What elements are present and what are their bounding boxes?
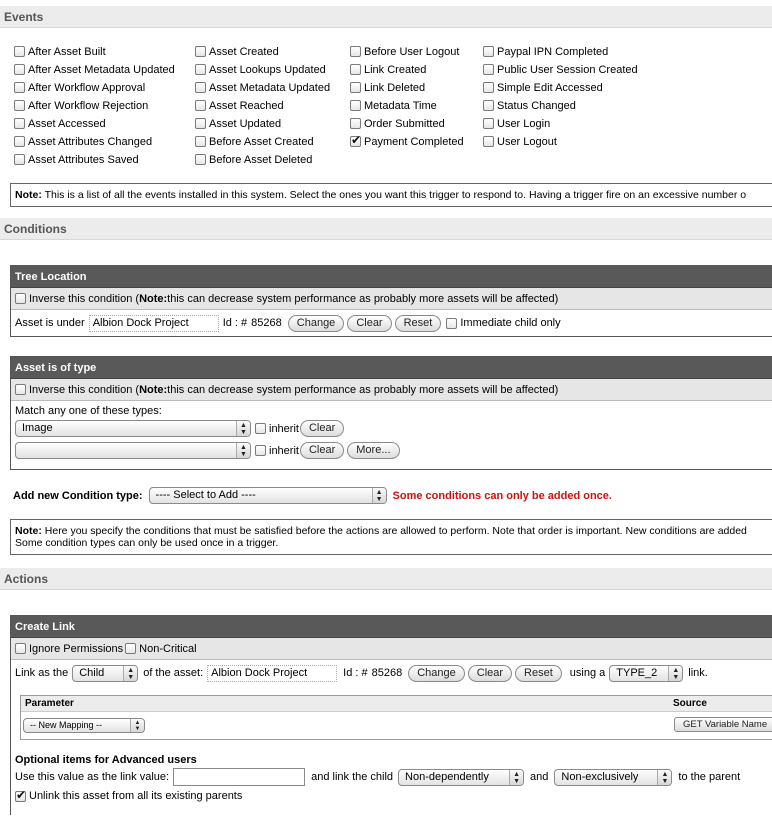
source-select[interactable]: GET Variable Name — [674, 717, 772, 732]
conditions-section-header — [0, 218, 772, 240]
select-arrows-icon: ▲ ▼ — [657, 770, 671, 785]
event-label: Asset Attributes Changed — [28, 136, 153, 148]
type-inverse-note-text: this can decrease system performance as probably more assets will be affected) — [167, 383, 559, 396]
event-label: Public User Session Created — [497, 64, 638, 76]
event-checkbox[interactable] — [350, 118, 361, 129]
tree-inverse-row — [11, 288, 772, 310]
unlink-parents-label: Unlink this asset from all its existing parents — [29, 790, 243, 802]
dependency-select[interactable] — [398, 769, 524, 786]
event-option[interactable] — [195, 81, 330, 95]
dependency-value: Non-dependently — [405, 770, 489, 783]
type-inverse-row — [11, 379, 772, 401]
event-label: Simple Edit Accessed — [497, 82, 603, 94]
of-asset-label: of the asset: — [143, 667, 204, 679]
event-label: Asset Created — [209, 46, 279, 58]
tree-location-panel — [10, 265, 772, 337]
event-checkbox[interactable] — [483, 118, 494, 129]
event-checkbox[interactable] — [14, 100, 25, 111]
select-arrows-icon: ▲ ▼ — [130, 719, 144, 732]
type-select-1[interactable] — [15, 420, 251, 437]
inherit-checkbox-2[interactable] — [255, 445, 266, 456]
new-mapping-value: -- New Mapping -- — [30, 720, 103, 730]
event-checkbox[interactable] — [195, 154, 206, 165]
events-section-header — [0, 6, 772, 28]
select-arrows-icon: ▲ ▼ — [372, 488, 386, 503]
event-checkbox[interactable] — [195, 136, 206, 147]
parameter-header: Parameter — [25, 698, 74, 709]
tree-change-button[interactable]: Change — [288, 315, 345, 332]
and-link-child-label: and link the child — [311, 771, 394, 783]
type-select-2[interactable] — [15, 442, 251, 459]
event-option[interactable] — [483, 99, 576, 113]
unlink-row — [15, 790, 242, 802]
link-value-input[interactable] — [173, 768, 305, 786]
events-note — [10, 183, 772, 207]
link-kind-select[interactable] — [609, 665, 683, 682]
link-id-label: Id : # — [343, 667, 368, 679]
tree-inverse-note-label: Note: — [139, 292, 168, 305]
optional-items-title: Optional items for Advanced users — [15, 754, 197, 766]
type-row-1 — [15, 420, 768, 437]
event-label: Order Submitted — [364, 118, 445, 130]
select-arrows-icon: ▲ ▼ — [509, 770, 523, 785]
event-label: Before Asset Created — [209, 136, 314, 148]
add-condition-label: Add new Condition type: — [13, 489, 143, 502]
event-label: Asset Reached — [209, 100, 284, 112]
event-checkbox[interactable] — [14, 118, 25, 129]
event-option[interactable] — [14, 153, 139, 167]
type-inverse-checkbox[interactable] — [15, 384, 26, 395]
create-link-title: Create Link — [11, 616, 772, 638]
events-note-label: Note: — [15, 189, 42, 201]
events-title: Events — [4, 10, 44, 24]
event-option[interactable] — [14, 99, 148, 113]
link-change-button[interactable]: Change — [408, 665, 465, 682]
event-label: Asset Accessed — [28, 118, 106, 130]
event-option[interactable] — [195, 117, 281, 131]
event-checkbox[interactable] — [14, 136, 25, 147]
add-condition-row — [13, 487, 612, 504]
link-type-select[interactable] — [72, 665, 138, 682]
to-parent-label: to the parent — [678, 771, 741, 783]
event-option[interactable] — [350, 99, 437, 113]
event-checkbox[interactable] — [195, 64, 206, 75]
type-inverse-label: Inverse this condition ( — [29, 383, 140, 396]
tree-inverse-note-text: this can decrease system performance as probably more assets will be affected) — [167, 292, 559, 305]
event-option[interactable] — [483, 117, 550, 131]
tree-asset-field[interactable]: Albion Dock Project — [89, 315, 219, 332]
events-note-text: This is a list of all the events installed in this system. Select the ones you want this trigger to respond to. Having a trigger fire on an excessive number o — [44, 189, 747, 201]
add-condition-warning: Some conditions can only be added once. — [392, 489, 612, 502]
using-label: using a — [569, 667, 606, 679]
event-checkbox[interactable] — [14, 64, 25, 75]
event-label: Status Changed — [497, 100, 576, 112]
event-label: Paypal IPN Completed — [497, 46, 609, 58]
non-critical-label: Non-Critical — [139, 642, 197, 655]
asset-type-title: Asset is of type — [11, 357, 772, 379]
link-suffix: link. — [688, 667, 708, 679]
actions-section-header — [0, 568, 772, 590]
select-arrows-icon: ▲ ▼ — [123, 666, 137, 681]
source-header: Source — [673, 698, 707, 709]
type-inverse-note-label: Note: — [139, 383, 168, 396]
ignore-permissions-label: Ignore Permissions — [29, 642, 124, 655]
add-condition-select-value: ---- Select to Add ---- — [155, 489, 256, 501]
event-label: User Login — [497, 118, 551, 130]
immediate-child-label: Immediate child only — [460, 317, 561, 329]
match-types-label: Match any one of these types: — [15, 405, 162, 417]
mapping-header-row — [21, 696, 772, 712]
link-as-label: Link as the — [15, 667, 69, 679]
link-value-label: Use this value as the link value: — [15, 771, 170, 783]
event-option[interactable] — [14, 45, 106, 59]
event-label: Asset Metadata Updated — [209, 82, 331, 94]
link-options-row — [11, 638, 772, 660]
event-option[interactable] — [195, 99, 284, 113]
event-option[interactable] — [195, 153, 312, 167]
link-id-value: 85268 — [371, 667, 403, 679]
select-arrows-icon: ▲ ▼ — [668, 666, 682, 681]
type-match-area — [11, 401, 772, 469]
and-label: and — [530, 771, 549, 783]
tree-inverse-checkbox[interactable] — [15, 293, 26, 304]
event-label: Payment Completed — [364, 136, 464, 148]
add-condition-select[interactable] — [149, 487, 387, 504]
conditions-note-line2: Some condition types can only be used once in a trigger. — [15, 537, 279, 549]
event-option[interactable] — [350, 117, 445, 131]
link-reset-button[interactable]: Reset — [515, 665, 562, 682]
event-checkbox[interactable] — [14, 46, 25, 57]
tree-reset-button[interactable]: Reset — [395, 315, 442, 332]
asset-type-panel — [10, 356, 772, 470]
event-label: After Workflow Rejection — [28, 100, 149, 112]
tree-location-title: Tree Location — [11, 266, 772, 288]
event-checkbox[interactable] — [195, 100, 206, 111]
tree-inverse-label: Inverse this condition ( — [29, 292, 140, 305]
event-checkbox[interactable] — [350, 136, 361, 147]
event-option[interactable] — [195, 45, 279, 59]
event-label: Metadata Time — [364, 100, 437, 112]
immediate-child-checkbox[interactable] — [446, 318, 457, 329]
event-checkbox[interactable] — [483, 46, 494, 57]
event-checkbox[interactable] — [195, 82, 206, 93]
event-option[interactable] — [195, 63, 326, 77]
event-checkbox[interactable] — [14, 154, 25, 165]
event-checkbox[interactable] — [350, 82, 361, 93]
select-arrows-icon: ▲ ▼ — [236, 443, 250, 458]
event-label: After Asset Built — [28, 46, 106, 58]
link-kind-value: TYPE_2 — [616, 666, 658, 679]
event-option[interactable] — [350, 63, 426, 77]
inherit-label-1: inherit — [269, 422, 299, 435]
event-option[interactable] — [350, 135, 464, 149]
conditions-note-label: Note: — [15, 525, 42, 537]
event-label: Asset Attributes Saved — [28, 154, 139, 166]
event-label: After Asset Metadata Updated — [28, 64, 175, 76]
type-clear-button-2[interactable]: Clear — [300, 442, 344, 459]
tree-id-label: Id : # — [222, 317, 248, 329]
unlink-parents-checkbox[interactable] — [15, 791, 26, 802]
event-checkbox[interactable] — [350, 64, 361, 75]
conditions-note-line1: Here you specify the conditions that must be satisfied before the actions are allowed to perform. Note that order is important. New conditions are added — [44, 525, 747, 537]
event-option[interactable] — [195, 135, 314, 149]
event-label: User Logout — [497, 136, 557, 148]
conditions-title: Conditions — [4, 222, 67, 236]
event-label: After Workflow Approval — [28, 82, 146, 94]
event-checkbox[interactable] — [14, 82, 25, 93]
event-option[interactable] — [483, 81, 603, 95]
conditions-note — [10, 519, 772, 555]
parameter-mapping-table — [20, 695, 772, 740]
event-option[interactable] — [350, 45, 459, 59]
link-clear-button[interactable]: Clear — [468, 665, 512, 682]
type-clear-button-1[interactable]: Clear — [300, 420, 344, 437]
mapping-body-row — [21, 712, 772, 734]
non-critical-checkbox[interactable] — [125, 643, 136, 654]
event-option[interactable] — [14, 135, 152, 149]
event-option[interactable] — [350, 81, 425, 95]
event-label: Asset Lookups Updated — [209, 64, 326, 76]
select-arrows-icon: ▲ ▼ — [236, 421, 250, 436]
event-label: Link Deleted — [364, 82, 426, 94]
event-option[interactable] — [483, 45, 608, 59]
event-option[interactable] — [14, 63, 175, 77]
event-checkbox[interactable] — [483, 82, 494, 93]
event-option[interactable] — [483, 135, 557, 149]
event-label: Link Created — [364, 64, 427, 76]
event-option[interactable] — [14, 117, 106, 131]
event-checkbox[interactable] — [350, 100, 361, 111]
event-checkbox[interactable] — [483, 136, 494, 147]
event-option[interactable] — [483, 63, 638, 77]
link-as-row — [11, 660, 772, 686]
more-types-button[interactable]: More... — [347, 442, 399, 459]
tree-clear-button[interactable]: Clear — [347, 315, 391, 332]
link-type-value: Child — [79, 666, 105, 679]
event-checkbox[interactable] — [350, 46, 361, 57]
asset-under-label: Asset is under — [15, 317, 85, 329]
event-label: Before Asset Deleted — [209, 154, 313, 166]
actions-title: Actions — [4, 572, 49, 586]
event-option[interactable] — [14, 81, 145, 95]
event-label: Before User Logout — [364, 46, 460, 58]
event-checkbox[interactable] — [483, 64, 494, 75]
event-label: Asset Updated — [209, 118, 282, 130]
type-row-2 — [15, 442, 768, 459]
tree-asset-row — [11, 310, 772, 336]
link-value-row — [15, 768, 740, 786]
exclusivity-value: Non-exclusively — [561, 770, 639, 783]
event-checkbox[interactable] — [195, 118, 206, 129]
event-checkbox[interactable] — [195, 46, 206, 57]
exclusivity-select[interactable] — [554, 769, 672, 786]
link-asset-field[interactable]: Albion Dock Project — [207, 665, 337, 682]
inherit-checkbox-1[interactable] — [255, 423, 266, 434]
type-select-1-value: Image — [22, 422, 53, 434]
tree-id-value: 85268 — [251, 317, 282, 329]
event-checkbox[interactable] — [483, 100, 494, 111]
ignore-permissions-checkbox[interactable] — [15, 643, 26, 654]
new-mapping-select[interactable] — [23, 718, 145, 733]
inherit-label-2: inherit — [269, 444, 299, 457]
